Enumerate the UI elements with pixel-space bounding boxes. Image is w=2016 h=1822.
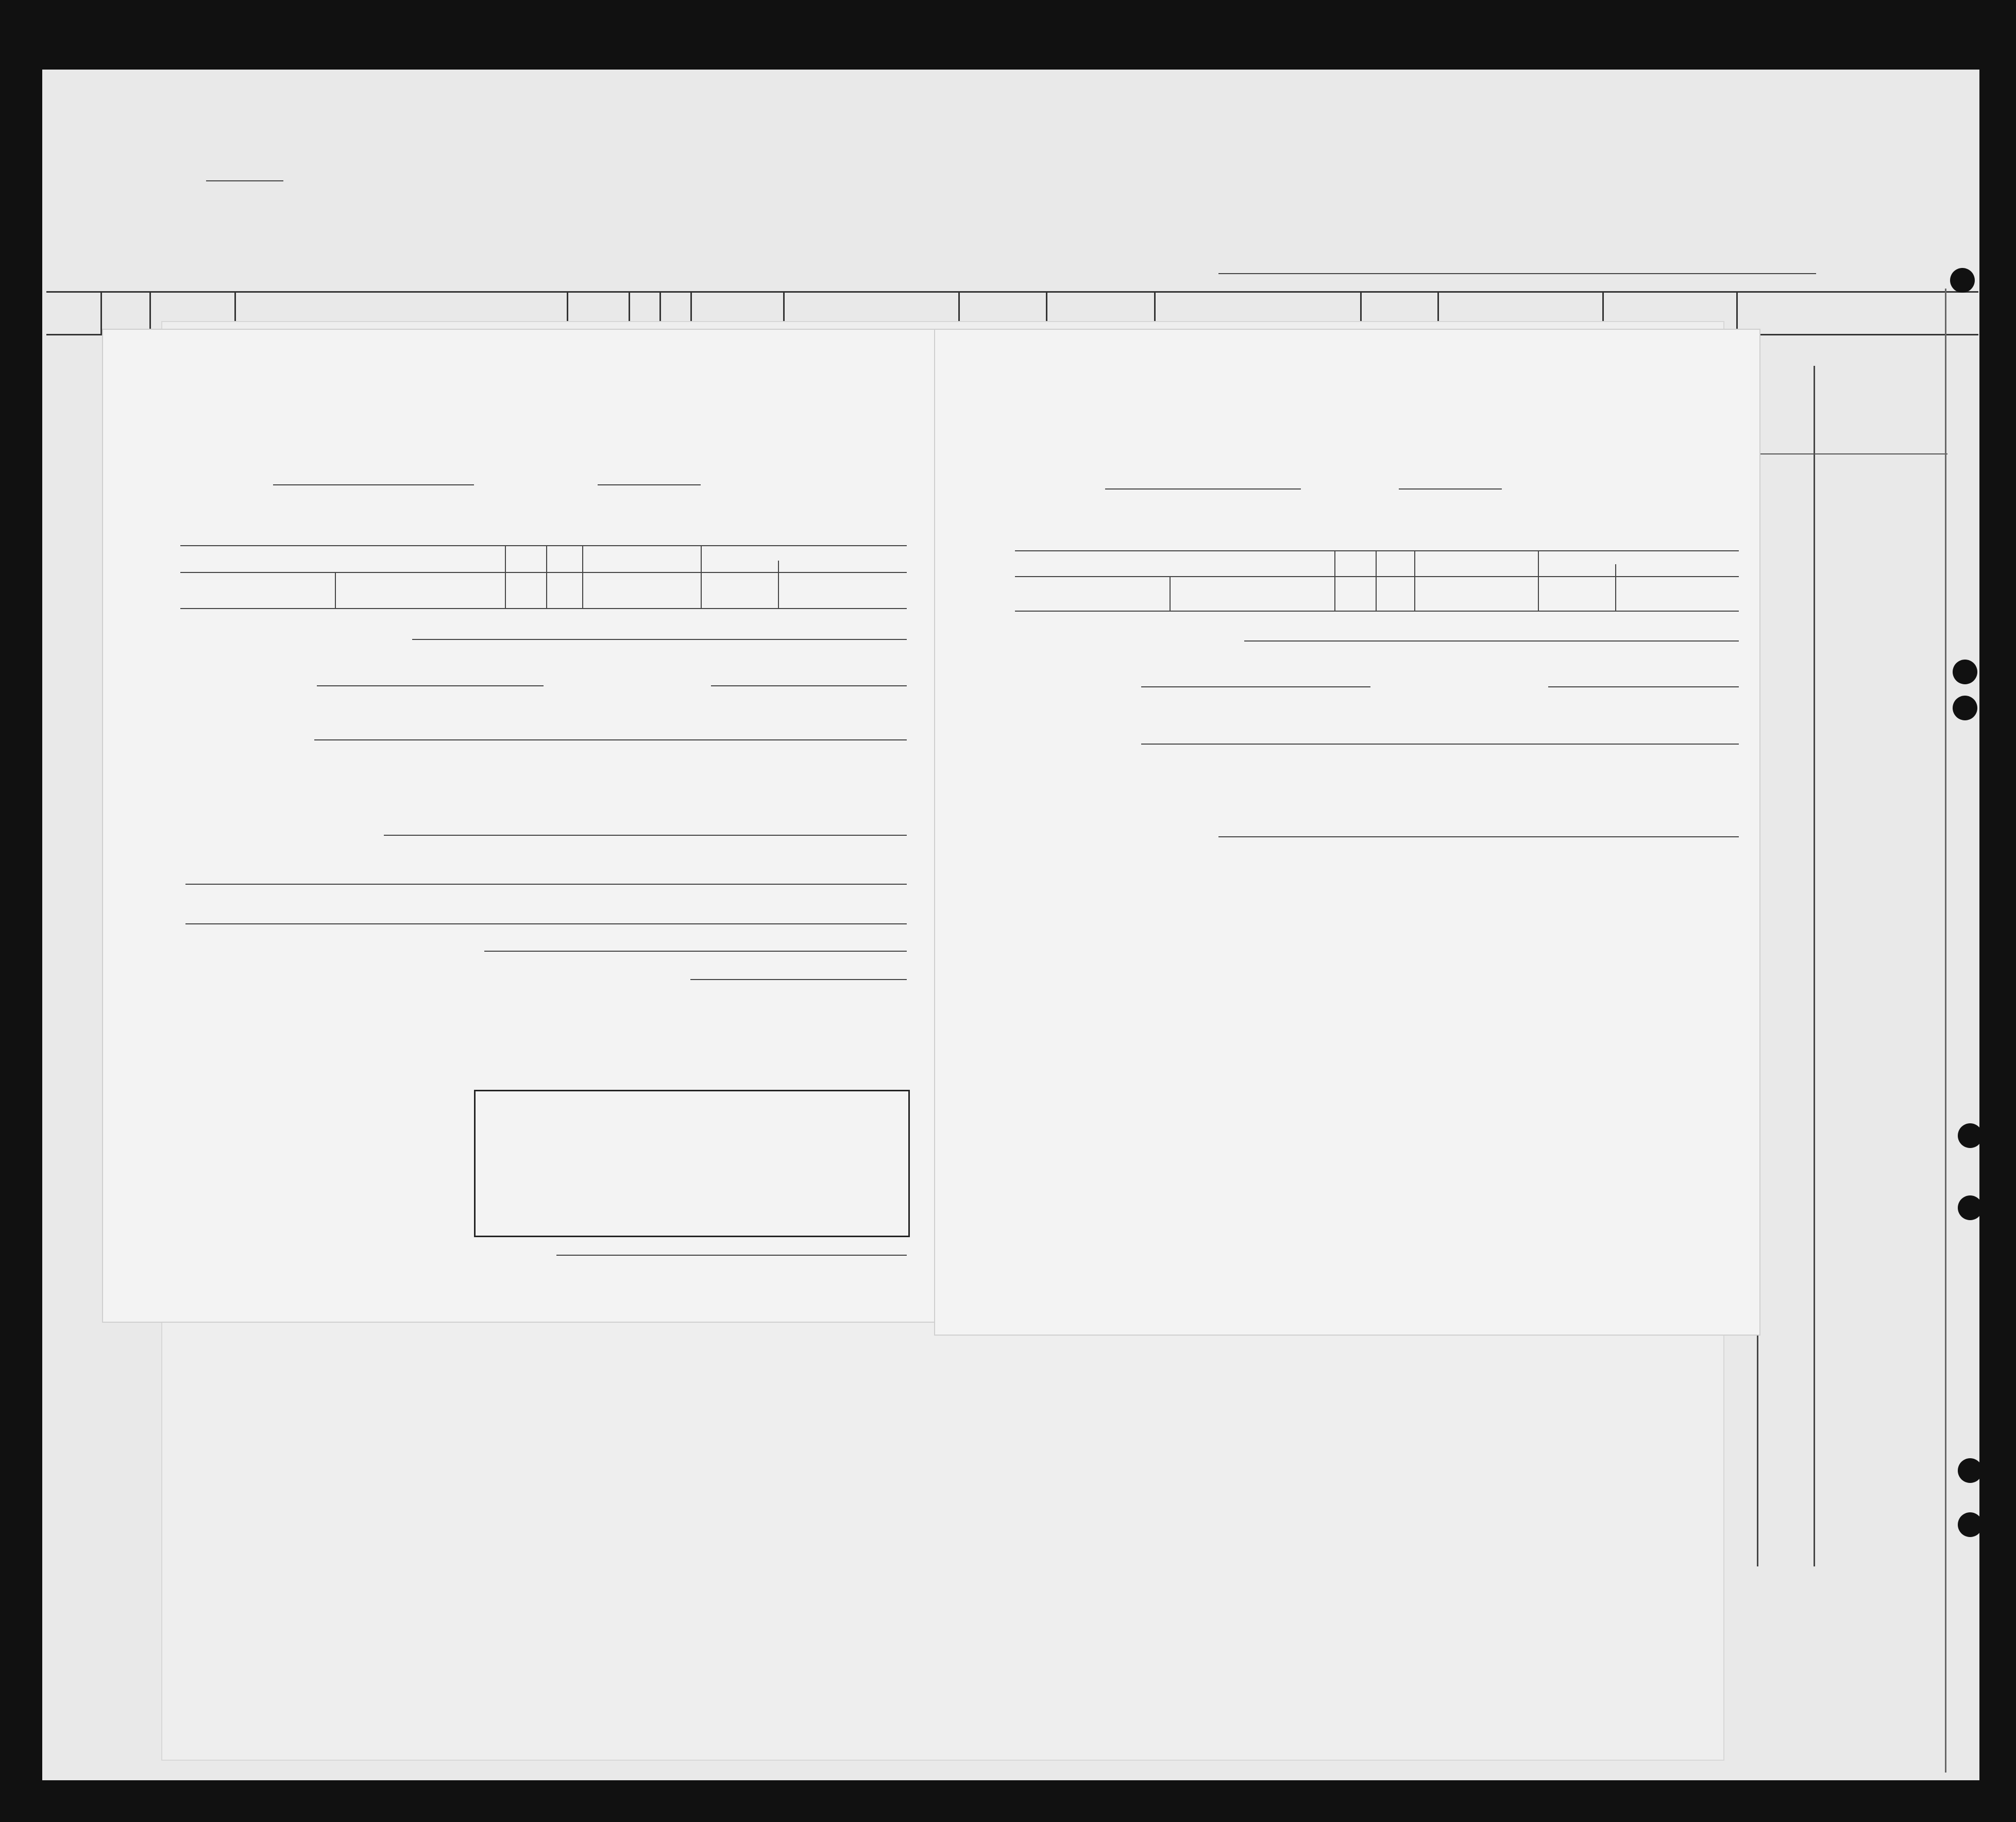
table-rule: [180, 572, 907, 573]
when-line: [690, 979, 907, 980]
table-col: [335, 572, 336, 608]
column-rule: [1736, 291, 1738, 335]
table-rule: [180, 608, 907, 609]
table-col: [546, 545, 547, 608]
column-rule: [1814, 366, 1815, 1566]
right-info-sheet: [935, 330, 1759, 1335]
column-rule: [149, 291, 151, 335]
manifest-list-underline: [206, 180, 283, 181]
table-col: [505, 545, 506, 608]
binder-hole: [1953, 696, 1977, 720]
table-col: [1334, 550, 1335, 611]
destination-line: [1244, 640, 1739, 642]
birth-line: [1141, 686, 1370, 687]
final-line: [185, 884, 907, 885]
race-line: [1548, 686, 1739, 687]
before-line: [484, 951, 907, 952]
binder-hole: [1958, 1195, 1983, 1220]
lpr-line: [384, 835, 907, 836]
signature-line: [556, 1255, 907, 1256]
binder-hole: [1950, 268, 1975, 293]
departing-line: [598, 484, 701, 485]
manifest-sailing-line: [1218, 273, 1816, 274]
table-col: [1414, 550, 1415, 611]
table-col: [582, 545, 583, 608]
binder-hole: [1958, 1458, 1983, 1483]
table-col: [1615, 564, 1616, 611]
table-col: [1538, 550, 1539, 611]
column-band-top: [46, 291, 1978, 293]
birth-line: [317, 685, 544, 686]
table-rule: [1015, 576, 1739, 577]
race-line: [711, 685, 907, 686]
binder-hole: [1953, 660, 1977, 684]
read-line: [1141, 744, 1739, 745]
aircraft-line: [273, 484, 474, 485]
left-info-sheet: [103, 330, 935, 1322]
destination-line: [412, 639, 907, 640]
table-col: [1170, 576, 1171, 611]
table-col: [701, 545, 702, 608]
row-rule: [1757, 453, 1947, 454]
binder-hole: [1958, 1123, 1983, 1148]
table-col: [1376, 550, 1377, 611]
aircraft-line: [1105, 488, 1301, 490]
column-rule: [100, 291, 102, 335]
table-rule: [180, 545, 907, 546]
table-rule: [1015, 550, 1739, 551]
binder-hole: [1958, 1512, 1983, 1537]
join-line: [185, 923, 907, 924]
lpr-line: [1218, 836, 1739, 837]
read-line: [314, 739, 907, 740]
departing-line: [1399, 488, 1502, 490]
table-rule: [1015, 611, 1739, 612]
right-margin-rule: [1945, 289, 1946, 1773]
table-col: [778, 561, 779, 608]
officer-box: [474, 1090, 910, 1237]
